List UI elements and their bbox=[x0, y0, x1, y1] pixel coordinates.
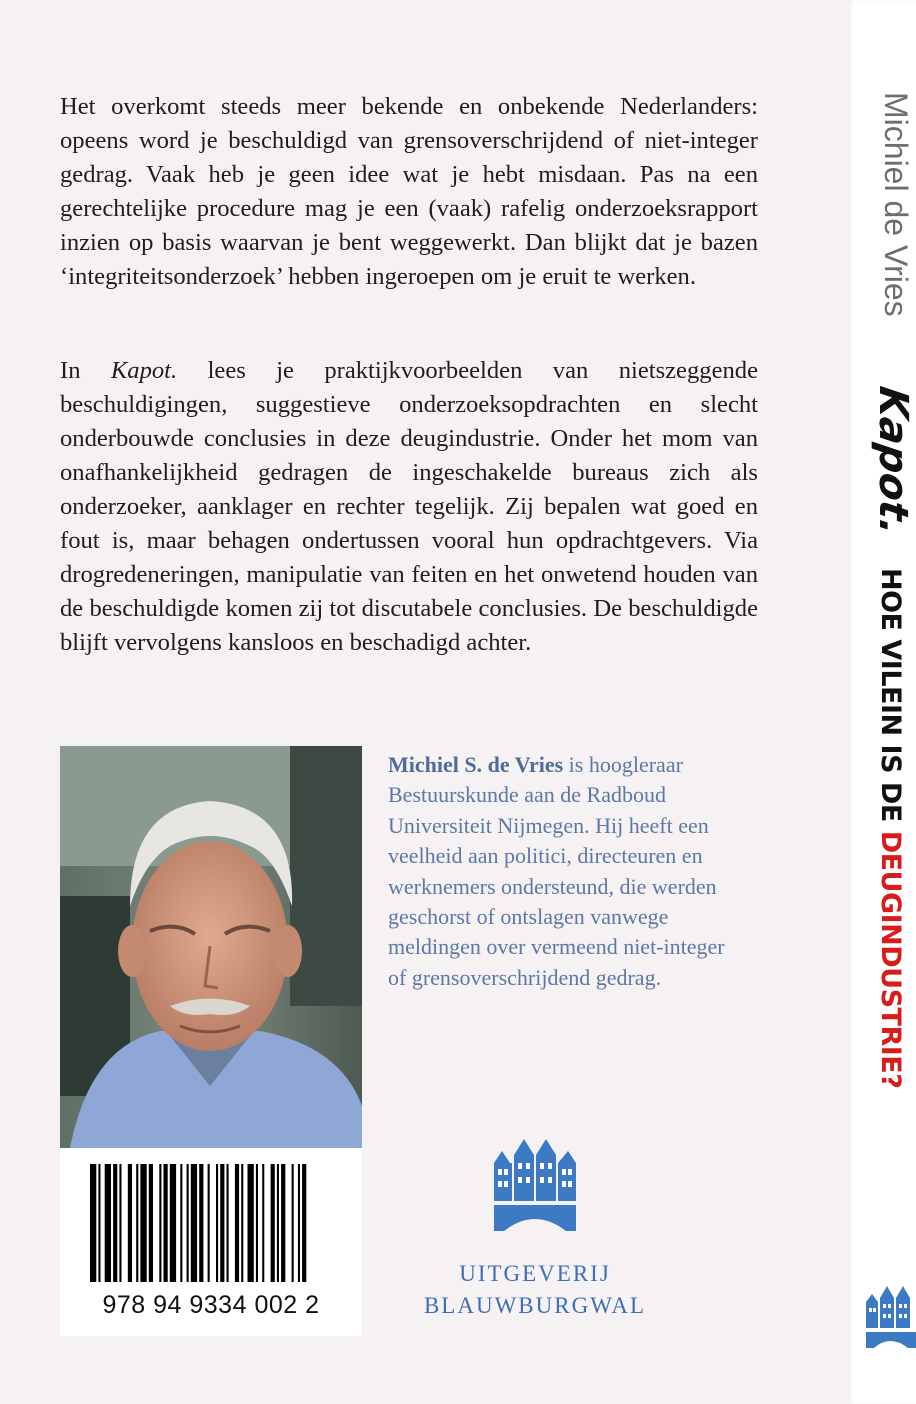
spine-subtitle-black: HOE VILEIN IS DE bbox=[875, 568, 906, 831]
blurb-paragraph-2 bbox=[60, 354, 758, 660]
barcode bbox=[60, 1148, 362, 1336]
spine-subtitle bbox=[875, 568, 906, 1088]
blurb-p2-rest: lees je praktijkvoorbeelden van nietszeggende beschuldigingen, suggestieve onderzoeksopdrachten en slecht onderbouwde conclusies in deze deugindustrie. Onder het mom van onafhankelijkheid gedragen de ingeschakelde bureaus zich als onderzoeker, aanklager en rechter tegelijk. Zij bepalen wat goed en fout is, maar behagen ondertussen vooral hun opdrachtgevers. Via drogredeneringen, manipulatie van feiten en het onwetend houden van de beschuldigde komen zij tot discutabele conclusies. De beschuldigde blijft vervolgens kansloos en beschadigd achter. bbox=[60, 357, 758, 656]
spine-title: Kapot. bbox=[870, 383, 916, 539]
author-name: Michiel S. de Vries bbox=[388, 752, 564, 777]
author-bio-text: is hoogleraar Bestuurskunde aan de Radboud Universiteit Nijmegen. Hij heeft een veelheid aan politici, directeuren en werknemers ondersteund, die werden geschorst of ontslagen vanwege meldingen over vermeend niet-integer of grensoverschrijdend gedrag. bbox=[388, 752, 725, 990]
spine-subtitle-red: DEUGINDUSTRIE? bbox=[875, 830, 906, 1089]
blurb-p2-start: In bbox=[60, 357, 111, 384]
book-title-inline: Kapot. bbox=[110, 357, 178, 384]
publisher-canal-houses-icon bbox=[492, 1133, 578, 1231]
isbn-number: 978 94 9334 002 2 bbox=[102, 1291, 320, 1319]
publisher-name-line-2: BLAUWBURGWAL bbox=[423, 1293, 647, 1318]
spine-author: Michiel de Vries bbox=[878, 92, 914, 317]
publisher-name-line-1: UITGEVERIJ bbox=[459, 1261, 611, 1286]
blurb-paragraph-1: Het overkomt steeds meer bekende en onbekende Nederlanders: opeens word je beschuldigd van grensoverschrijdend of niet-integer gedrag. Vaak heb je geen idee wat je hebt misdaan. Pas na een gerechtelijke procedure mag je een (vaak) rafelig onderzoeksrapport inzien op basis waarvan je bent weggewerkt. Dan blijkt dat je bazen ‘integriteitsonderzoek’ hebben ingeroepen om je eruit te werken. bbox=[60, 93, 758, 290]
barcode-bars-icon bbox=[60, 1148, 362, 1288]
author-photo bbox=[60, 746, 362, 1148]
author-bio bbox=[388, 750, 748, 993]
spine-publisher-icon bbox=[864, 1282, 916, 1348]
